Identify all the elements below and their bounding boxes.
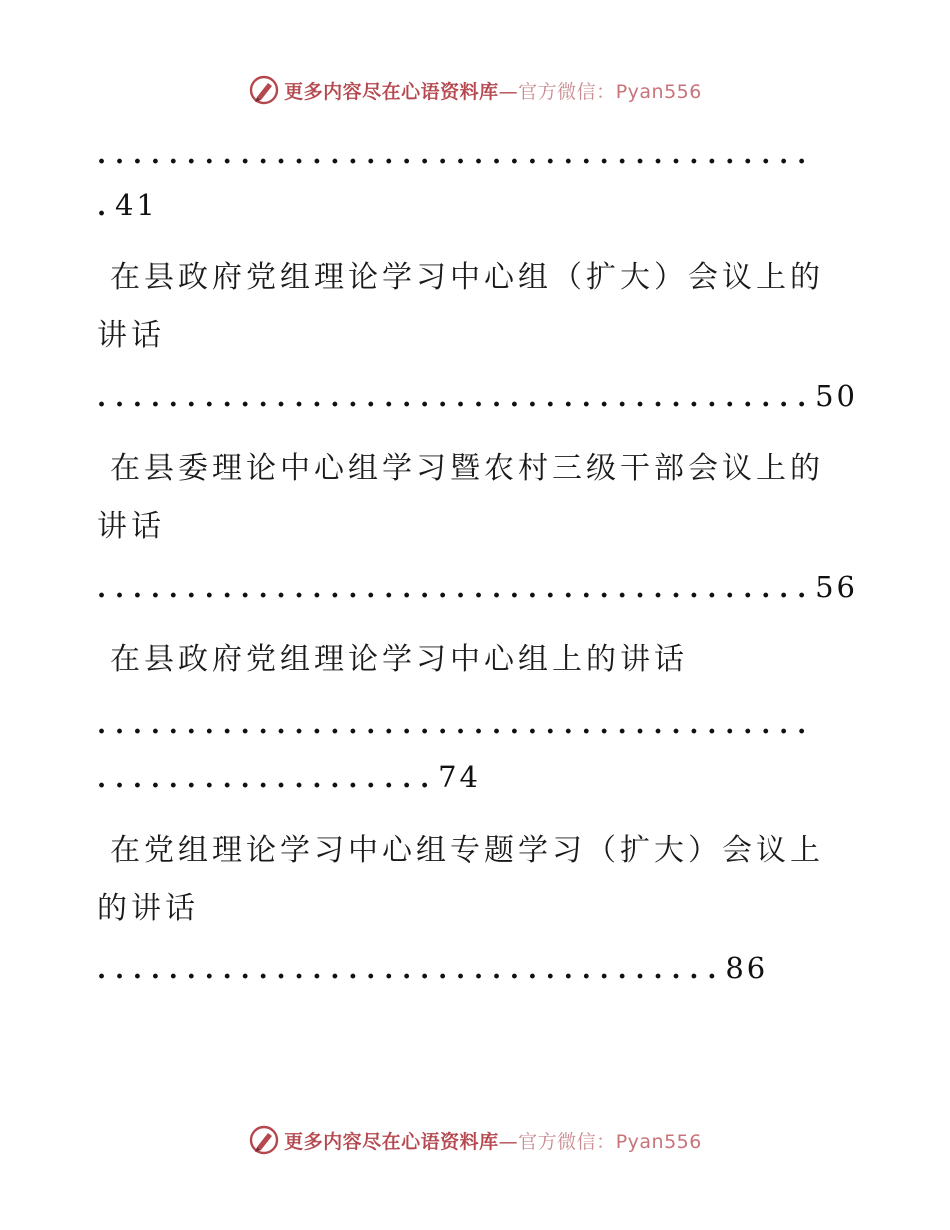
banner-dash: — [498, 80, 519, 103]
banner-text [284, 1127, 702, 1154]
toc-leader-dots: ........................................ [97, 140, 816, 170]
toc-leader-dots: ........................................ [97, 574, 816, 604]
toc-entry-page-line [97, 185, 158, 225]
toc-leader-dots: ........................................ [97, 710, 816, 740]
banner-account: Pyan556 [615, 1130, 702, 1153]
toc-entry-title[interactable]: 在县政府党组理论学习中心组（扩大）会议上的 [110, 260, 824, 295]
toc-entry-title-continued[interactable]: 讲话 [97, 318, 165, 353]
banner-dash: — [498, 1130, 519, 1153]
toc-page-number: 56 [815, 570, 858, 604]
toc-page-number: 86 [725, 951, 769, 985]
toc-entry-title[interactable]: 在县政府党组理论学习中心组上的讲话 [110, 642, 688, 677]
toc-leader-dots: ................................... [97, 955, 726, 985]
toc-entry-page-line [97, 757, 481, 797]
toc-entry-title-continued[interactable]: 的讲话 [97, 891, 199, 926]
toc-leader-dots: ........................................ [97, 383, 816, 413]
toc-entry-page-line [97, 376, 858, 416]
toc-leader-dots: ................... [97, 764, 439, 794]
toc-entry-title-continued[interactable]: 讲话 [97, 509, 165, 544]
banner-prefix: 更多内容尽在心语资料库 [284, 1130, 499, 1153]
toc-entry-page-line [97, 948, 768, 988]
banner-prefix: 更多内容尽在心语资料库 [284, 80, 499, 103]
toc-page-number: 41 [114, 188, 158, 222]
toc-entry-title[interactable]: 在县委理论中心组学习暨农村三级干部会议上的 [110, 451, 824, 486]
pen-logo-icon [248, 1124, 280, 1156]
toc-page-number: 50 [815, 379, 858, 413]
toc-entry-page-line [97, 567, 858, 607]
footer-banner [0, 1120, 950, 1160]
toc-entry-title[interactable]: 在党组理论学习中心组专题学习（扩大）会议上 [110, 833, 824, 868]
banner-account: Pyan556 [615, 80, 702, 103]
banner-label: 官方微信： [518, 80, 616, 103]
toc-page-number: 74 [438, 760, 481, 794]
toc-leader-dots: . [97, 192, 115, 222]
banner-label: 官方微信： [518, 1130, 616, 1153]
